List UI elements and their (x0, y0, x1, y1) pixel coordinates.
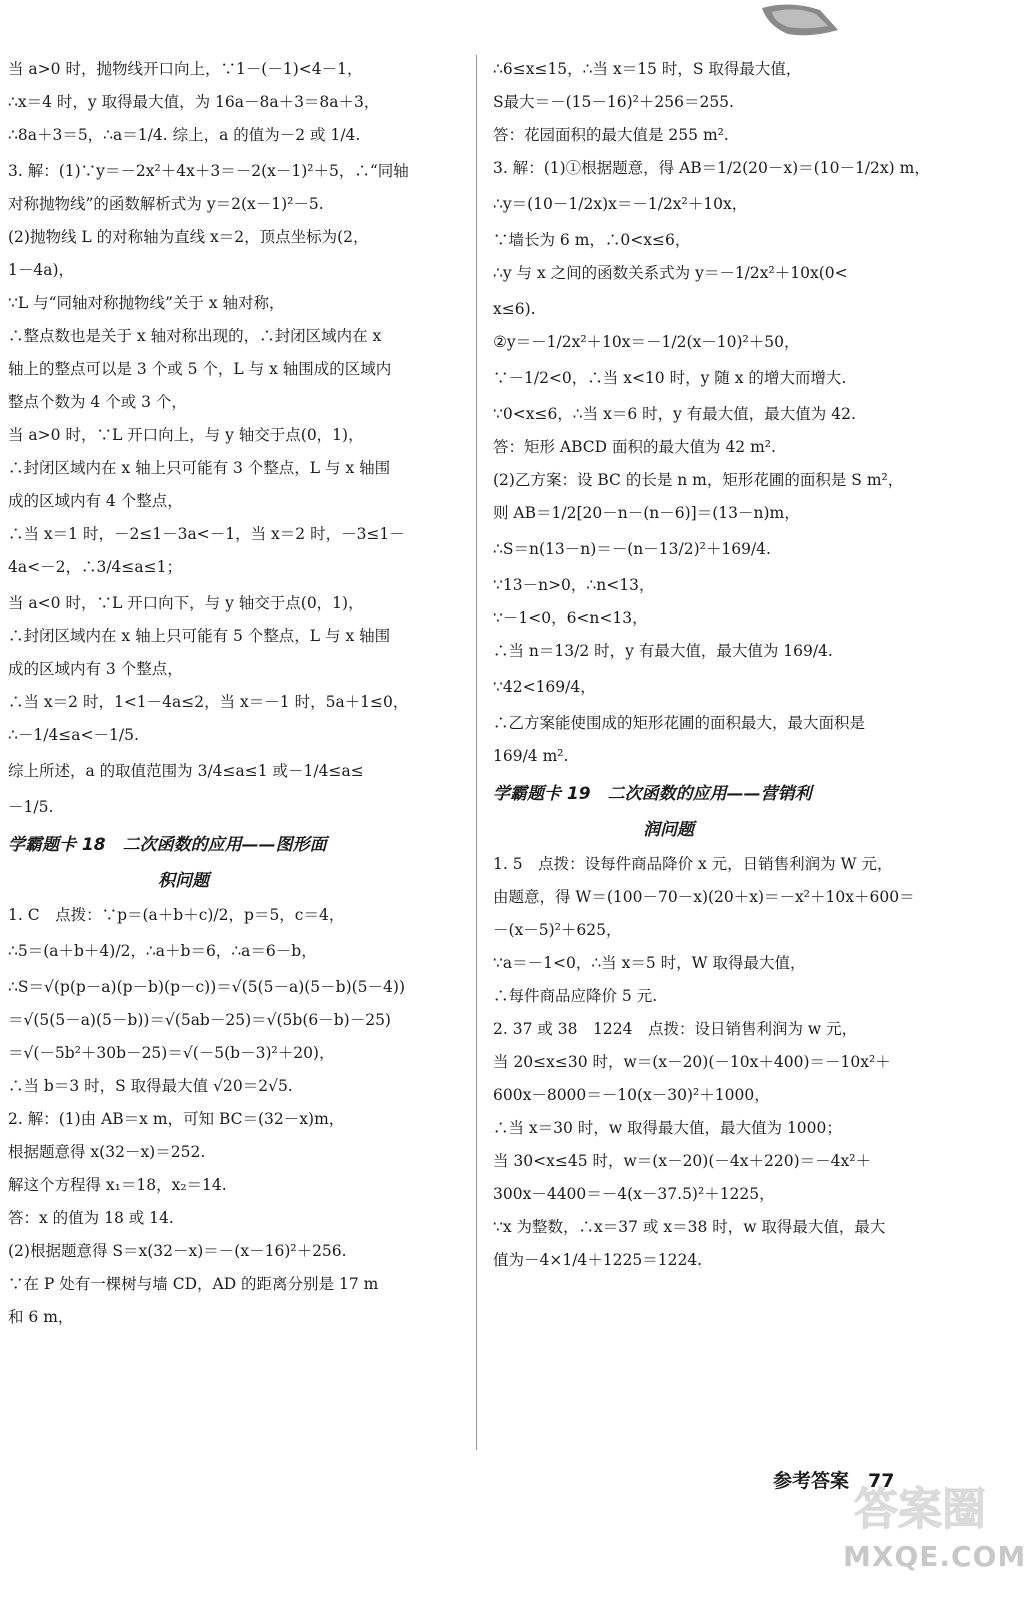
answer-line: ∴当 b＝3 时，S 取得最大值 √20＝2√5. (8, 1077, 293, 1095)
answer-line: ∵在 P 处有一棵树与墙 CD，AD 的距离分别是 17 m (8, 1275, 379, 1293)
answer-line: 1－4a)， (8, 261, 75, 279)
answer-line: 169/4 m². (493, 747, 569, 765)
answer-line: ∴当 x＝2 时，1<1－4a≤2，当 x＝－1 时，5a＋1≤0， (8, 693, 409, 711)
answer-line: 3. 解：(1)①根据题意，得 AB＝1/2(20－x)＝(10－1/2x) m， (493, 159, 930, 177)
answer-line: －1/5. (8, 798, 54, 816)
answer-line: ∵a＝－1<0，∴当 x＝5 时，W 取得最大值， (493, 954, 806, 972)
answer-line: 综上所述，a 的取值范围为 3/4≤a≤1 或－1/4≤a≤ (8, 762, 364, 780)
right-column (493, 60, 993, 1287)
answer-line: 答：矩形 ABCD 面积的最大值为 42 m². (493, 438, 776, 456)
answer-line: ∵L 与“同轴对称抛物线”关于 x 轴对称， (8, 294, 285, 312)
answer-line: ∴y＝(10－1/2x)x＝－1/2x²＋10x， (493, 195, 748, 213)
watermark-logo (850, 1472, 990, 1542)
answer-line: 当 a<0 时，∵L 开口向下，与 y 轴交于点(0，1)， (8, 594, 364, 612)
answer-line: 2. 解：(1)由 AB＝x m，可知 BC＝(32－x)m， (8, 1110, 345, 1128)
answer-line: S最大＝－(15－16)²＋256＝255. (493, 93, 734, 111)
answer-line: 解这个方程得 x₁＝18，x₂＝14. (8, 1176, 227, 1194)
answer-line: ∵42<169/4， (493, 678, 596, 696)
answer-line: ∴乙方案能使围成的矩形花圃的面积最大，最大面积是 (493, 714, 866, 732)
section-title: 学霸题卡 19 二次函数的应用——营销利 (493, 784, 812, 804)
answer-line: 2. 37 或 38 1224 点拨：设日销售利润为 w 元， (493, 1020, 858, 1038)
answer-line: ∴当 x＝1 时，－2≤1－3a<－1，当 x＝2 时，－3≤1－ (8, 525, 405, 543)
answer-line: x≤6). (493, 300, 536, 318)
page-footer-label: 参考答案 77 (773, 1470, 895, 1492)
answer-line: ∵－1<0，6<n<13， (493, 609, 648, 627)
section-title: 学霸题卡 18 二次函数的应用——图形面 (8, 835, 327, 855)
answer-line: 对称抛物线”的函数解析式为 y＝2(x－1)²－5. (8, 195, 324, 213)
answer-line: ＝√(5(5－a)(5－b))＝√(5ab－25)＝√(5b(6－b)－25) (8, 1011, 391, 1029)
answer-line: ∵墙长为 6 m，∴0<x≤6， (493, 231, 691, 249)
answer-line: ∵13－n>0，∴n<13， (493, 576, 655, 594)
answer-line: ∴整点数也是关于 x 轴对称出现的，∴封闭区域内在 x (8, 327, 382, 345)
answer-line: 当 30<x≤45 时，w＝(x－20)(－4x＋220)＝－4x²＋ (493, 1152, 871, 1170)
answer-line: 1. C 点拨：∵p＝(a＋b＋c)/2，p＝5，c＝4， (8, 906, 345, 924)
answer-line: ∴y 与 x 之间的函数关系式为 y＝－1/2x²＋10x(0< (493, 264, 848, 282)
answer-line: ∴每件商品应降价 5 元. (493, 987, 658, 1005)
column-divider (476, 55, 477, 1450)
answer-line: ∵－1/2<0，∴当 x<10 时，y 随 x 的增大而增大. (493, 369, 847, 387)
answer-line: 答：花园面积的最大值是 255 m². (493, 126, 729, 144)
answer-line: (2)根据题意得 S＝x(32－x)＝－(x－16)²＋256. (8, 1242, 347, 1260)
answer-line: ∴5＝(a＋b＋4)/2，∴a＋b＝6，∴a＝6－b， (8, 942, 317, 960)
answer-line: ∴封闭区域内在 x 轴上只可能有 3 个整点，L 与 x 轴围 (8, 459, 391, 477)
answer-line: ∴封闭区域内在 x 轴上只可能有 5 个整点，L 与 x 轴围 (8, 627, 391, 645)
answer-line: 当 a>0 时，∵L 开口向上，与 y 轴交于点(0，1)， (8, 426, 364, 444)
answer-line: －(x－5)²＋625， (493, 921, 622, 939)
svg-text:答案圈: 答案圈 (854, 1484, 986, 1535)
answer-line: 根据题意得 x(32－x)＝252. (8, 1143, 206, 1161)
answer-line: 600x－8000＝－10(x－30)²＋1000， (493, 1086, 770, 1104)
section-title: 积问题 (158, 871, 209, 891)
answer-line: ∴当 x＝30 时，w 取得最大值，最大值为 1000； (493, 1119, 842, 1137)
page-corner-ornament (760, 0, 840, 40)
answer-line: 成的区域内有 4 个整点， (8, 492, 183, 510)
answer-line: (2)乙方案：设 BC 的长是 n m，矩形花圃的面积是 S m²， (493, 471, 904, 489)
answer-line: 成的区域内有 3 个整点， (8, 660, 183, 678)
answer-line: ∴当 n＝13/2 时，y 有最大值，最大值为 169/4. (493, 642, 833, 660)
answer-line: ∴S＝n(13－n)＝－(n－13/2)²＋169/4. (493, 540, 771, 558)
answer-line: 整点个数为 4 个或 3 个， (8, 393, 187, 411)
answer-line: ∵0<x≤6，∴当 x＝6 时，y 有最大值，最大值为 42. (493, 405, 856, 423)
answer-line: ＝√(－5b²＋30b－25)＝√(－5(b－3)²＋20)， (8, 1044, 335, 1062)
answer-line: 4a<－2，∴3/4≤a≤1； (8, 558, 182, 576)
left-column (8, 60, 460, 1341)
answer-line: 1. 5 点拨：设每件商品降价 x 元，日销售利润为 W 元， (493, 855, 893, 873)
answer-line: ②y＝－1/2x²＋10x＝－1/2(x－10)²＋50， (493, 333, 800, 351)
answer-line: 由题意，得 W＝(100－70－x)(20＋x)＝－x²＋10x＋600＝ (493, 888, 915, 906)
answer-line: ∴－1/4≤a<－1/5. (8, 726, 139, 744)
answer-line: 当 20≤x≤30 时，w＝(x－20)(－10x＋400)＝－10x²＋ (493, 1053, 891, 1071)
answer-line: (2)抛物线 L 的对称轴为直线 x＝2，顶点坐标为(2， (8, 228, 369, 246)
answer-line: ∵x 为整数，∴x＝37 或 x＝38 时，w 取得最大值，最大 (493, 1218, 886, 1236)
answer-line: 答：x 的值为 18 或 14. (8, 1209, 174, 1227)
answer-line: ∴6≤x≤15，∴当 x＝15 时，S 取得最大值， (493, 60, 802, 78)
section-title: 润问题 (643, 820, 694, 840)
answer-line: 3. 解：(1)∵y＝－2x²＋4x＋3＝－2(x－1)²＋5，∴“同轴 (8, 162, 409, 180)
answer-line: ∴S＝√(p(p－a)(p－b)(p－c))＝√(5(5－a)(5－b)(5－4)) (8, 978, 405, 996)
answer-line: ∴x＝4 时，y 取得最大值，为 16a－8a＋3＝8a＋3， (8, 93, 380, 111)
answer-line: 当 a>0 时，抛物线开口向上，∵1－(－1)<4－1， (8, 60, 363, 78)
answer-line: 轴上的整点可以是 3 个或 5 个，L 与 x 轴围成的区域内 (8, 360, 392, 378)
answer-line: ∴8a＋3＝5，∴a＝1/4. 综上，a 的值为－2 或 1/4. (8, 126, 361, 144)
watermark-url: MXQE.COM (843, 1540, 1027, 1573)
answer-line: 和 6 m， (8, 1308, 74, 1326)
answer-line: 则 AB＝1/2[20－n－(n－6)]＝(13－n)m， (493, 504, 800, 522)
answer-line: 300x－4400＝－4(x－37.5)²＋1225， (493, 1185, 775, 1203)
answer-line: 值为－4×1/4＋1225＝1224. (493, 1251, 703, 1269)
